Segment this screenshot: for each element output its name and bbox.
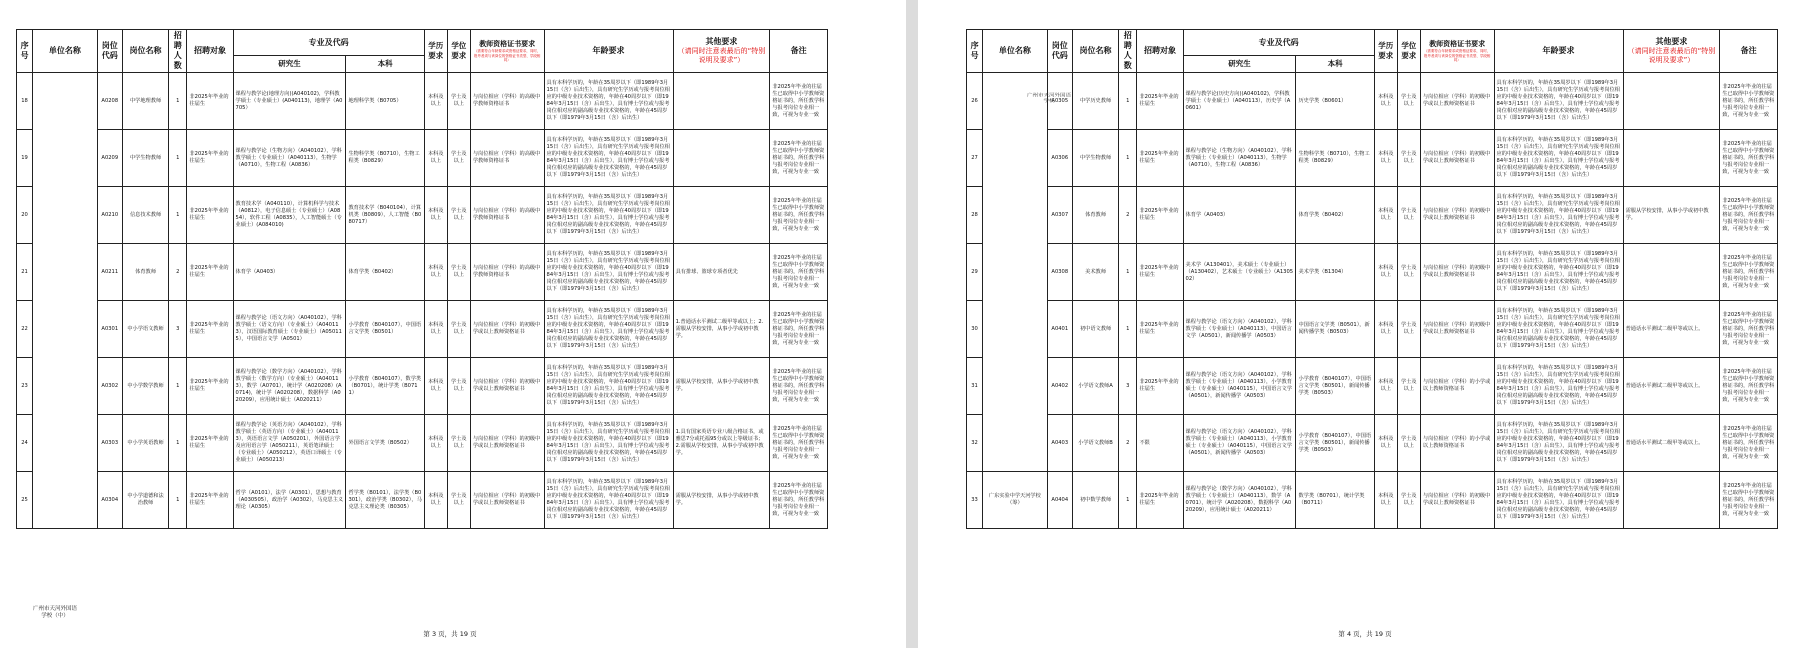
table-row <box>17 415 828 472</box>
cell-age: 具有本科学历的，年龄在35周岁以下（即1989年3月15日（含）后出生），具有研究生学历或与报考岗位相应的中级专业技术资格的，年龄在40周岁以下（即1984年3月15日（含）后出生），具有博士学位或与报考岗位相对应的副高级专业技术资格的，年龄在45周岁以下（即1979年3月15日（含）后出生） <box>1494 301 1623 358</box>
col-header-count: 招聘人数 <box>1119 30 1137 73</box>
unit-name-note: 广州市天河外国语学校 <box>1026 93 1071 104</box>
table-row <box>967 415 1778 472</box>
cell-other: 普通话水平测试二级甲等或以上。 <box>1623 301 1720 358</box>
cell-age: 具有本科学历的，年龄在35周岁以下（即1989年3月15日（含）后出生），具有研究生学历或与报考岗位相应的中级专业技术资格的，年龄在40周岁以下（即1984年3月15日（含）后出生），具有博士学位或与报考岗位相对应的副高级专业技术资格的，年龄在45周岁以下（即1979年3月15日（含）后出生） <box>544 415 673 472</box>
cell-seq: 27 <box>967 130 983 187</box>
col-header-code: 岗位代码 <box>97 30 122 73</box>
col-header-deg: 学位要求 <box>1397 30 1420 73</box>
cell-edu: 本科及以上 <box>1374 73 1397 130</box>
col-header-remark: 备注 <box>770 30 828 73</box>
cell-position: 信息技术教师 <box>122 187 168 244</box>
table-row <box>967 358 1778 415</box>
cell-position: 中学生物教师 <box>122 130 168 187</box>
cell-remark: 非2025年毕业的往届生已取得中小学教师资格证书的，所任教学科与报考岗位专业相一致，可视为专业一致 <box>1720 73 1778 130</box>
cell-ugrad: 地理科学类（B0705） <box>346 73 424 130</box>
cell-code: A0307 <box>1047 187 1072 244</box>
cell-target: 不限 <box>1137 415 1183 472</box>
cell-position: 中学生物教师 <box>1072 130 1118 187</box>
cell-count: 1 <box>169 472 187 529</box>
cell-other: 1.具有国家英语专业八级合格证书，或雅思7分或托福95分或以上等级证书；2.需服从学校安排，从事小学或初中教学。 <box>673 415 770 472</box>
cell-other <box>673 73 770 130</box>
cell-ugrad: 生物科学类（B0710），生物工程类（B0829） <box>346 130 424 187</box>
cell-ugrad: 体育学类（B0402） <box>346 244 424 301</box>
cell-other <box>1623 130 1720 187</box>
cell-age: 具有本科学历的，年龄在35周岁以下（即1989年3月15日（含）后出生），具有研究生学历或与报考岗位相应的中级专业技术资格的，年龄在40周岁以下（即1984年3月15日（含）后出生），具有博士学位或与报考岗位相对应的副高级专业技术资格的，年龄在45周岁以下（即1979年3月15日（含）后出生） <box>544 187 673 244</box>
col-header-grad: 研究生 <box>1183 56 1296 73</box>
cell-grad: 哲学（A0101），法学（A0301），思想与教育（A030505），政治学（A0302），马克思主义理论（A0305） <box>233 472 346 529</box>
cell-degree: 学士及以上 <box>1397 244 1420 301</box>
cell-edu: 本科及以上 <box>424 73 447 130</box>
cell-degree: 学士及以上 <box>1397 130 1420 187</box>
cell-count: 1 <box>1119 244 1137 301</box>
col-header-remark: 备注 <box>1720 30 1778 73</box>
cell-ugrad: 生物科学类（B0710），生物工程类（B0829） <box>1296 130 1374 187</box>
cell-age: 具有本科学历的，年龄在35周岁以下（即1989年3月15日（含）后出生），具有研究生学历或与报考岗位相应的中级专业技术资格的，年龄在40周岁以下（即1984年3月15日（含）后出生），具有博士学位或与报考岗位相对应的副高级专业技术资格的，年龄在45周岁以下（即1979年3月15日（含）后出生） <box>544 358 673 415</box>
cell-grad: 美术学（A130401），美术硕士（专业硕士）（A130402），艺术硕士（专业硕士）（A130502） <box>1183 244 1296 301</box>
unit-name-note: 广州市天河外国语学校（中） <box>33 606 78 619</box>
cell-edu: 本科及以上 <box>1374 301 1397 358</box>
col-header-seq: 序号 <box>967 30 983 73</box>
cell-position: 中学历史教师 <box>1072 73 1118 130</box>
cell-count: 1 <box>1119 472 1137 529</box>
cell-degree: 学士及以上 <box>1397 301 1420 358</box>
cell-cert: 与岗位相应（学科）的小学或以上教师资格证书 <box>1420 415 1494 472</box>
col-header-unit: 单位名称 <box>983 30 1048 73</box>
cert-note: （需要符合年龄要求或资格证要求，同时，报考者须与该岗位的资格证书类型、学段相同） <box>473 49 541 63</box>
col-header-pos: 岗位名称 <box>122 30 168 73</box>
cell-code: A0306 <box>1047 130 1072 187</box>
cell-grad: 课程与教学论（语文方向）（A040102），学科教学硕士（专业硕士）（A040113），小学教育硕士（专业硕士）（A040115），中国语言文学（A0501），新闻传播学（A0503） <box>1183 415 1296 472</box>
cell-other <box>673 187 770 244</box>
cell-edu: 本科及以上 <box>424 130 447 187</box>
cell-unit <box>33 73 98 529</box>
cell-cert: 与岗位相应（学科）的高级中学教师资格证书 <box>470 187 544 244</box>
cell-seq: 32 <box>967 415 983 472</box>
cell-seq: 33 <box>967 472 983 529</box>
col-header-grad: 研究生 <box>233 56 346 73</box>
cell-code: A0302 <box>97 358 122 415</box>
col-header-other <box>673 30 770 73</box>
cell-remark: 非2025年毕业的往届生已取得中小学教师资格证书的，所任教学科与报考岗位专业相一致，可视为专业一致 <box>1720 187 1778 244</box>
cell-edu: 本科及以上 <box>1374 187 1397 244</box>
cell-edu: 本科及以上 <box>1374 130 1397 187</box>
cell-target: 非2025年毕业的往届生 <box>187 187 233 244</box>
cell-ugrad: 小学教育（B040107），中国语言文学类（B0501），新闻传播学类（B0503） <box>1296 358 1374 415</box>
cell-grad: 课程与教学论（语文方向）（A040102），学科教学硕士（语文方向）（专业硕士）（A040113），汉语国际教育硕士（专业硕士）（A050115），中国语言文学（A0501） <box>233 301 346 358</box>
table-row <box>967 472 1778 529</box>
cell-edu: 本科及以上 <box>1374 415 1397 472</box>
cell-remark: 非2025年毕业的往届生已取得中小学教师资格证书的，所任教学科与报考岗位专业相一致，可视为专业一致 <box>770 358 828 415</box>
cell-edu: 本科及以上 <box>424 244 447 301</box>
table-row <box>17 244 828 301</box>
table-row <box>967 187 1778 244</box>
table-row <box>967 73 1778 130</box>
cell-seq: 23 <box>17 358 33 415</box>
cell-code: A0209 <box>97 130 122 187</box>
cell-edu: 本科及以上 <box>1374 472 1397 529</box>
table-row <box>967 301 1778 358</box>
cell-ugrad: 教育技术学（B040104），计算机类（B0809），人工智能（B080717） <box>346 187 424 244</box>
table-row <box>17 301 828 358</box>
cell-other: 需服从学校安排，从事小学或初中教学。 <box>673 358 770 415</box>
other-note: （请同时注意表最后的“特别说明及要求”） <box>677 47 766 64</box>
col-header-age: 年龄要求 <box>544 30 673 73</box>
cell-remark: 非2025年毕业的往届生已取得中小学教师资格证书的，所任教学科与报考岗位专业相一致，可视为专业一致 <box>1720 301 1778 358</box>
table-row <box>17 358 828 415</box>
cell-grad: 课程与教学论（语文方向）（A040102），学科教学硕士（专业硕士）（A040113），小学教育硕士（专业硕士）（A040115），中国语言文学（A0501），新闻传播学（A0503） <box>1183 358 1296 415</box>
cell-remark: 非2025年毕业的往届生已取得中小学教师资格证书的，所任教学科与报考岗位专业相一致，可视为专业一致 <box>1720 358 1778 415</box>
cell-position: 中小学道德和法治教师 <box>122 472 168 529</box>
cell-ugrad: 体育学类（B0402） <box>1296 187 1374 244</box>
cell-seq: 24 <box>17 415 33 472</box>
cell-degree: 学士及以上 <box>447 73 470 130</box>
col-header-deg: 学位要求 <box>447 30 470 73</box>
cell-grad: 课程与教学论（语文方向）（A040102），学科教学硕士（专业硕士）（A040113），中国语言文学（A0501），新闻传播学（A0503） <box>1183 301 1296 358</box>
other-title: 其他要求 <box>705 37 738 46</box>
cell-position: 小学语文教师A <box>1072 358 1118 415</box>
table-row <box>967 244 1778 301</box>
cell-count: 1 <box>169 415 187 472</box>
cell-degree: 学士及以上 <box>1397 358 1420 415</box>
cell-count: 1 <box>1119 301 1137 358</box>
cell-cert: 与岗位相应（学科）的初级中学或以上教师资格证书 <box>1420 472 1494 529</box>
cell-age: 具有本科学历的，年龄在35周岁以下（即1989年3月15日（含）后出生），具有研究生学历或与报考岗位相应的中级专业技术资格的，年龄在40周岁以下（即1984年3月15日（含）后出生），具有博士学位或与报考岗位相对应的副高级专业技术资格的，年龄在45周岁以下（即1979年3月15日（含）后出生） <box>544 130 673 187</box>
cell-code: A0404 <box>1047 472 1072 529</box>
cell-target: 非2025年毕业的往届生 <box>187 130 233 187</box>
cell-target: 非2025年毕业的往届生 <box>1137 472 1183 529</box>
cell-ugrad: 外国语言文学类（B0502） <box>346 415 424 472</box>
cell-target: 非2025年毕业的往届生 <box>187 301 233 358</box>
cell-remark: 非2025年毕业的往届生已取得中小学教师资格证书的，所任教学科与报考岗位专业相一致，可视为专业一致 <box>770 73 828 130</box>
cell-remark: 非2025年毕业的往届生已取得中小学教师资格证书的，所任教学科与报考岗位专业相一致，可视为专业一致 <box>1720 472 1778 529</box>
cell-grad: 课程与教学论（数学方向）（A040102），学科教学硕士（数学方向）（专业硕士）（A040113），数学（A0701），统计学（A020208）(A0714)，统计学（A020208），数据科学（A020209），应用统计硕士（A020211） <box>233 358 346 415</box>
col-header-cert <box>470 30 544 73</box>
col-header-age: 年龄要求 <box>1494 30 1623 73</box>
cell-remark: 非2025年毕业的往届生已取得中小学教师资格证书的，所任教学科与报考岗位专业相一致，可视为专业一致 <box>770 187 828 244</box>
cell-code: A0308 <box>1047 244 1072 301</box>
cell-position: 中小学语文教师 <box>122 301 168 358</box>
cell-position: 初中数学教师 <box>1072 472 1118 529</box>
cell-grad: 体育学（A0403） <box>233 244 346 301</box>
col-header-major: 专业及代码 <box>233 30 424 56</box>
cell-age: 具有本科学历的，年龄在35周岁以下（即1989年3月15日（含）后出生），具有研究生学历或与报考岗位相应的中级专业技术资格的，年龄在40周岁以下（即1984年3月15日（含）后出生），具有博士学位或与报考岗位相对应的副高级专业技术资格的，年龄在45周岁以下（即1979年3月15日（含）后出生） <box>1494 187 1623 244</box>
cell-cert: 与岗位相应（学科）的高级中学教师资格证书 <box>470 73 544 130</box>
cell-cert: 与岗位相应（学科）的初级中学或以上教师资格证书 <box>1420 187 1494 244</box>
cell-seq: 20 <box>17 187 33 244</box>
cell-code: A0305 <box>1047 73 1072 130</box>
cell-degree: 学士及以上 <box>447 358 470 415</box>
col-header-target: 招聘对象 <box>1137 30 1183 73</box>
cert-title: 教师资格证书要求 <box>1429 40 1486 49</box>
cell-code: A0301 <box>97 301 122 358</box>
table-row <box>17 187 828 244</box>
col-header-ugrad: 本科 <box>346 56 424 73</box>
cell-remark: 非2025年毕业的往届生已取得中小学教师资格证书的，所任教学科与报考岗位专业相一致，可视为专业一致 <box>1720 415 1778 472</box>
cell-degree: 学士及以上 <box>1397 187 1420 244</box>
cell-cert: 与岗位相应（学科）的小学或以上教师资格证书 <box>1420 358 1494 415</box>
cell-age: 具有本科学历的，年龄在35周岁以下（即1989年3月15日（含）后出生），具有研究生学历或与报考岗位相应的中级专业技术资格的，年龄在40周岁以下（即1984年3月15日（含）后出生），具有博士学位或与报考岗位相对应的副高级专业技术资格的，年龄在45周岁以下（即1979年3月15日（含）后出生） <box>1494 130 1623 187</box>
cell-seq: 21 <box>17 244 33 301</box>
cell-target: 非2025年毕业的往届生 <box>1137 244 1183 301</box>
cell-count: 1 <box>169 130 187 187</box>
page-gutter <box>906 0 918 648</box>
cell-other <box>1623 73 1720 130</box>
cell-code: A0402 <box>1047 358 1072 415</box>
cell-remark: 非2025年毕业的往届生已取得中小学教师资格证书的，所任教学科与报考岗位专业相一致，可视为专业一致 <box>770 130 828 187</box>
table-row <box>17 472 828 529</box>
cell-seq: 22 <box>17 301 33 358</box>
cell-cert: 与岗位相应（学科）的初级中学或以上教师资格证书 <box>1420 73 1494 130</box>
cell-other: 1.普通话水平测试二级甲等或以上；2.需服从学校安排，从事小学或初中教学。 <box>673 301 770 358</box>
other-note: （请同时注意表最后的“特别说明及要求”） <box>1627 47 1716 64</box>
cell-count: 2 <box>1119 415 1137 472</box>
cell-cert: 与岗位相应（学科）的初级中学或以上教师资格证书 <box>1420 130 1494 187</box>
cell-target: 非2025年毕业的往届生 <box>187 472 233 529</box>
document-page-4 <box>918 0 1812 648</box>
cell-grad: 课程与教学论（数学方向）（A040102），学科教学硕士（专业硕士）（A040113），数学（A0701），统计学（A020208），数据科学（A020209），应用统计硕士（A020211） <box>1183 472 1296 529</box>
cell-grad: 教育技术学（A040110），计算机科学与技术（A0812），电子信息硕士（专业硕士）（A0854），软件工程（A0835），人工智能硕士（专业硕士）(A084010) <box>233 187 346 244</box>
cell-ugrad: 小学教育（B040107），中国语言文学类（B0501），新闻传播学类（B0503） <box>1296 415 1374 472</box>
recruitment-table <box>16 29 828 529</box>
cell-code: A0211 <box>97 244 122 301</box>
cell-degree: 学士及以上 <box>447 187 470 244</box>
cell-age: 具有本科学历的，年龄在35周岁以下（即1989年3月15日（含）后出生），具有研究生学历或与报考岗位相应的中级专业技术资格的，年龄在40周岁以下（即1984年3月15日（含）后出生），具有博士学位或与报考岗位相对应的副高级专业技术资格的，年龄在45周岁以下（即1979年3月15日（含）后出生） <box>1494 415 1623 472</box>
cell-seq: 18 <box>17 73 33 130</box>
cell-edu: 本科及以上 <box>1374 244 1397 301</box>
cell-ugrad: 小学教育（B040107），中国语言文学类（B0501） <box>346 301 424 358</box>
cell-cert: 与岗位相应（学科）的高级中学教师资格证书 <box>470 244 544 301</box>
cell-target: 非2025年毕业的往届生 <box>1137 187 1183 244</box>
cell-code: A0303 <box>97 415 122 472</box>
cell-position: 中小学英语教师 <box>122 415 168 472</box>
col-header-ugrad: 本科 <box>1296 56 1374 73</box>
cell-degree: 学士及以上 <box>447 244 470 301</box>
col-header-pos: 岗位名称 <box>1072 30 1118 73</box>
cell-seq: 28 <box>967 187 983 244</box>
cell-other: 需服从学校安排，从事小学或初中教学。 <box>673 472 770 529</box>
cell-count: 3 <box>169 301 187 358</box>
cell-other: 具有排球、篮球专项者优先 <box>673 244 770 301</box>
cell-grad: 体育学（A0403） <box>1183 187 1296 244</box>
cell-degree: 学士及以上 <box>1397 415 1420 472</box>
cell-seq: 26 <box>967 73 983 130</box>
cell-grad: 课程与教学论(地理方向)(A040102)，学科教学硕士（专业硕士）(A040113)，地理学（A0705） <box>233 73 346 130</box>
table-row <box>17 130 828 187</box>
cell-other <box>1623 472 1720 529</box>
cell-remark: 非2025年毕业的往届生已取得中小学教师资格证书的，所任教学科与报考岗位专业相一致，可视为专业一致 <box>770 472 828 529</box>
cell-degree: 学士及以上 <box>447 472 470 529</box>
cell-other: 普通话水平测试二级甲等或以上。 <box>1623 358 1720 415</box>
cell-age: 具有本科学历的，年龄在35周岁以下（即1989年3月15日（含）后出生），具有研究生学历或与报考岗位相应的中级专业技术资格的，年龄在40周岁以下（即1984年3月15日（含）后出生），具有博士学位或与报考岗位相对应的副高级专业技术资格的，年龄在45周岁以下（即1979年3月15日（含）后出生） <box>1494 472 1623 529</box>
cell-cert: 与岗位相应（学科）的初级中学或以上教师资格证书 <box>470 415 544 472</box>
cell-target: 非2025年毕业的往届生 <box>187 358 233 415</box>
cell-count: 3 <box>1119 358 1137 415</box>
cell-unit <box>983 73 1048 472</box>
cell-target: 非2025年毕业的往届生 <box>187 73 233 130</box>
cell-ugrad: 历史学类（B0601） <box>1296 73 1374 130</box>
cell-unit: 广东实验中学天河学校（筹） <box>983 472 1048 529</box>
cell-code: A0403 <box>1047 415 1072 472</box>
cell-cert: 与岗位相应（学科）的初级中学或以上教师资格证书 <box>470 358 544 415</box>
cell-other <box>673 130 770 187</box>
cell-position: 初中语文教师 <box>1072 301 1118 358</box>
cell-edu: 本科及以上 <box>424 358 447 415</box>
table-row <box>967 130 1778 187</box>
col-header-other <box>1623 30 1720 73</box>
cell-cert: 与岗位相应（学科）的初级中学或以上教师资格证书 <box>1420 301 1494 358</box>
cell-grad: 课程与教学论（英语方向）（A040102），学科教学硕士（英语方向）（专业硕士）（A040113），英语语言文学（A050201），外国语言学及应用语言学（A050211），英语笔译硕士（专业硕士）（A050212），英语口译硕士（专业硕士）（A050213） <box>233 415 346 472</box>
cell-position: 美术教师 <box>1072 244 1118 301</box>
col-header-unit: 单位名称 <box>33 30 98 73</box>
cell-count: 1 <box>1119 130 1137 187</box>
cell-seq: 29 <box>967 244 983 301</box>
cell-position: 小学语文教师B <box>1072 415 1118 472</box>
cell-target: 非2025年毕业的往届生 <box>187 244 233 301</box>
cell-degree: 学士及以上 <box>447 130 470 187</box>
cell-ugrad: 数学类（B0701），统计学类（B0711） <box>1296 472 1374 529</box>
col-header-code: 岗位代码 <box>1047 30 1072 73</box>
cell-age: 具有本科学历的，年龄在35周岁以下（即1989年3月15日（含）后出生），具有研究生学历或与报考岗位相应的中级专业技术资格的，年龄在40周岁以下（即1984年3月15日（含）后出生），具有博士学位或与报考岗位相对应的副高级专业技术资格的，年龄在45周岁以下（即1979年3月15日（含）后出生） <box>544 472 673 529</box>
col-header-cert <box>1420 30 1494 73</box>
cell-target: 非2025年毕业的往届生 <box>1137 130 1183 187</box>
cell-ugrad: 中国语言文学类（B0501），新闻传播学类（B0503） <box>1296 301 1374 358</box>
cell-seq: 25 <box>17 472 33 529</box>
cell-count: 1 <box>169 73 187 130</box>
cell-cert: 与岗位相应（学科）的高级中学教师资格证书 <box>470 130 544 187</box>
cell-ugrad: 美术学类（B1304） <box>1296 244 1374 301</box>
cell-age: 具有本科学历的，年龄在35周岁以下（即1989年3月15日（含）后出生），具有研究生学历或与报考岗位相应的中级专业技术资格的，年龄在40周岁以下（即1984年3月15日（含）后出生），具有博士学位或与报考岗位相对应的副高级专业技术资格的，年龄在45周岁以下（即1979年3月15日（含）后出生） <box>544 301 673 358</box>
cell-position: 体育教师 <box>1072 187 1118 244</box>
page-footer: 第 3 页，共 19 页 <box>423 630 477 638</box>
cell-remark: 非2025年毕业的往届生已取得中小学教师资格证书的，所任教学科与报考岗位专业相一致，可视为专业一致 <box>770 301 828 358</box>
cell-grad: 课程与教学论(历史方向)(A040102)，学科教学硕士（专业硕士）（A040113），历史学（A0601） <box>1183 73 1296 130</box>
other-title: 其他要求 <box>1655 37 1688 46</box>
cell-other: 需服从学校安排，从事小学或初中教学。 <box>1623 187 1720 244</box>
cell-edu: 本科及以上 <box>424 187 447 244</box>
cell-degree: 学士及以上 <box>1397 472 1420 529</box>
table-row <box>17 73 828 130</box>
cell-cert: 与岗位相应（学科）的初级中学或以上教师资格证书 <box>1420 244 1494 301</box>
cell-count: 2 <box>1119 187 1137 244</box>
cell-age: 具有本科学历的，年龄在35周岁以下（即1989年3月15日（含）后出生），具有研究生学历或与报考岗位相应的中级专业技术资格的，年龄在40周岁以下（即1984年3月15日（含）后出生），具有博士学位或与报考岗位相对应的副高级专业技术资格的，年龄在45周岁以下（即1979年3月15日（含）后出生） <box>1494 73 1623 130</box>
cell-grad: 课程与教学论（生物方向）（A040102），学科教学硕士（专业硕士）（A040113），生物学（A0710），生物工程（A0836） <box>233 130 346 187</box>
cell-age: 具有本科学历的，年龄在35周岁以下（即1989年3月15日（含）后出生），具有研究生学历或与报考岗位相应的中级专业技术资格的，年龄在40周岁以下（即1984年3月15日（含）后出生），具有博士学位或与报考岗位相对应的副高级专业技术资格的，年龄在45周岁以下（即1979年3月15日（含）后出生） <box>544 244 673 301</box>
col-header-count: 招聘人数 <box>169 30 187 73</box>
cell-age: 具有本科学历的，年龄在35周岁以下（即1989年3月15日（含）后出生），具有研究生学历或与报考岗位相应的中级专业技术资格的，年龄在40周岁以下（即1984年3月15日（含）后出生），具有博士学位或与报考岗位相对应的副高级专业技术资格的，年龄在45周岁以下（即1979年3月15日（含）后出生） <box>544 73 673 130</box>
cell-code: A0210 <box>97 187 122 244</box>
col-header-edu: 学历要求 <box>424 30 447 73</box>
cell-age: 具有本科学历的，年龄在35周岁以下（即1989年3月15日（含）后出生），具有研究生学历或与报考岗位相应的中级专业技术资格的，年龄在40周岁以下（即1984年3月15日（含）后出生），具有博士学位或与报考岗位相对应的副高级专业技术资格的，年龄在45周岁以下（即1979年3月15日（含）后出生） <box>1494 358 1623 415</box>
cell-edu: 本科及以上 <box>424 301 447 358</box>
col-header-major: 专业及代码 <box>1183 30 1374 56</box>
col-header-target: 招聘对象 <box>187 30 233 73</box>
cell-other <box>1623 244 1720 301</box>
cell-target: 非2025年毕业的往届生 <box>187 415 233 472</box>
cell-count: 2 <box>169 244 187 301</box>
cell-position: 体育教师 <box>122 244 168 301</box>
cell-remark: 非2025年毕业的往届生已取得中小学教师资格证书的，所任教学科与报考岗位专业相一致，可视为专业一致 <box>1720 130 1778 187</box>
cell-remark: 非2025年毕业的往届生已取得中小学教师资格证书的，所任教学科与报考岗位专业相一致，可视为专业一致 <box>770 415 828 472</box>
cell-code: A0208 <box>97 73 122 130</box>
cell-seq: 31 <box>967 358 983 415</box>
cell-seq: 30 <box>967 301 983 358</box>
col-header-seq: 序号 <box>17 30 33 73</box>
cell-grad: 课程与教学论（生物方向）（A040102），学科教学硕士（专业硕士）（A040113），生物学（A0710），生物工程（A0836） <box>1183 130 1296 187</box>
cell-remark: 非2025年毕业的往届生已取得中小学教师资格证书的，所任教学科与报考岗位专业相一致，可视为专业一致 <box>770 244 828 301</box>
cell-count: 1 <box>169 358 187 415</box>
cell-ugrad: 小学教育（B040107），数学类（B0701），统计学类（B0711） <box>346 358 424 415</box>
cell-code: A0304 <box>97 472 122 529</box>
page-footer: 第 4 页，共 19 页 <box>1338 630 1392 638</box>
cell-age: 具有本科学历的，年龄在35周岁以下（即1989年3月15日（含）后出生），具有研究生学历或与报考岗位相应的中级专业技术资格的，年龄在40周岁以下（即1984年3月15日（含）后出生），具有博士学位或与报考岗位相对应的副高级专业技术资格的，年龄在45周岁以下（即1979年3月15日（含）后出生） <box>1494 244 1623 301</box>
cell-cert: 与岗位相应（学科）的初级中学或以上教师资格证书 <box>470 472 544 529</box>
cell-edu: 本科及以上 <box>424 472 447 529</box>
cell-edu: 本科及以上 <box>1374 358 1397 415</box>
cell-edu: 本科及以上 <box>424 415 447 472</box>
cell-seq: 19 <box>17 130 33 187</box>
cell-degree: 学士及以上 <box>447 415 470 472</box>
cell-degree: 学士及以上 <box>447 301 470 358</box>
cell-count: 1 <box>1119 73 1137 130</box>
recruitment-table <box>966 29 1778 529</box>
cell-target: 非2025年毕业的往届生 <box>1137 73 1183 130</box>
cert-title: 教师资格证书要求 <box>479 40 536 49</box>
col-header-edu: 学历要求 <box>1374 30 1397 73</box>
cell-code: A0401 <box>1047 301 1072 358</box>
cell-other: 普通话水平测试二级甲等或以上。 <box>1623 415 1720 472</box>
cell-count: 1 <box>169 187 187 244</box>
cell-remark: 非2025年毕业的往届生已取得中小学教师资格证书的，所任教学科与报考岗位专业相一致，可视为专业一致 <box>1720 244 1778 301</box>
cell-degree: 学士及以上 <box>1397 73 1420 130</box>
cell-position: 中学地理教师 <box>122 73 168 130</box>
cert-note: （需要符合年龄要求或资格证要求，同时，报考者须与该岗位的资格证书类型、学段相同） <box>1423 49 1491 63</box>
cell-target: 非2025年毕业的往届生 <box>1137 358 1183 415</box>
cell-cert: 与岗位相应（学科）的初级中学或以上教师资格证书 <box>470 301 544 358</box>
cell-ugrad: 哲学类（B0101），法学类（B0301），政治学类（B0302），马克思主义理论类（B0305） <box>346 472 424 529</box>
cell-target: 非2025年毕业的往届生 <box>1137 301 1183 358</box>
cell-position: 中小学数学教师 <box>122 358 168 415</box>
